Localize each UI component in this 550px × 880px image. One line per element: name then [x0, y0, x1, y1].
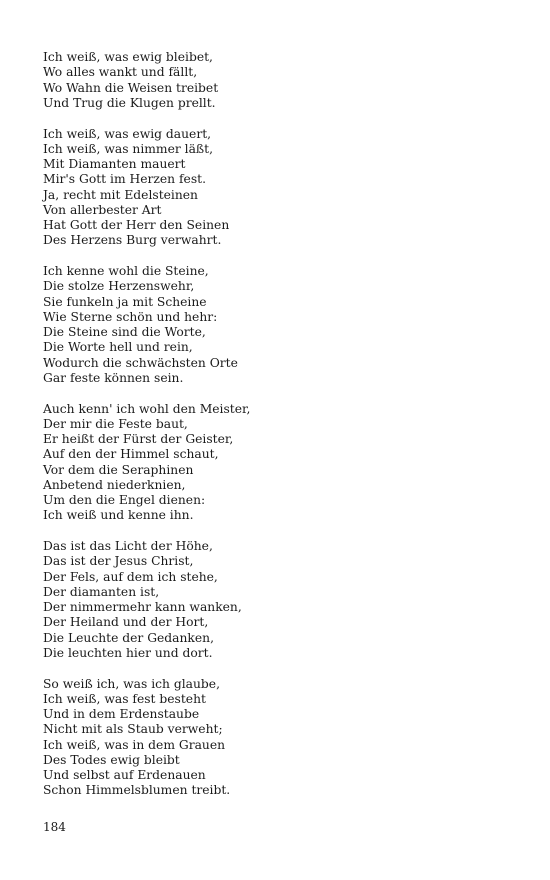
- poem-line: Wo alles wankt und fällt,: [43, 65, 198, 80]
- poem-line: Wo Wahn die Weisen treibet: [43, 80, 219, 95]
- poem-line: Gar feste können sein.: [43, 370, 184, 385]
- poem-line: Das ist das Licht der Höhe,: [43, 539, 213, 553]
- poem-line: Vor dem die Seraphinen: [43, 462, 194, 477]
- poem-line: Ich weiß, was fest besteht: [43, 691, 206, 706]
- poem-line: Ich weiß, was ewig bleibet,: [43, 50, 213, 64]
- poem-line: Er heißt der Fürst der Geister,: [43, 432, 234, 446]
- poem-line: Der mir die Feste baut,: [43, 416, 188, 431]
- poem-line: Mir's Gott im Herzen fest.: [43, 172, 206, 187]
- page-number: 184: [43, 820, 66, 834]
- poem-line: Das ist der Jesus Christ,: [43, 554, 194, 569]
- poem-line: Ich weiß, was in dem Grauen: [43, 737, 226, 752]
- poem-line: Von allerbester Art: [43, 202, 162, 217]
- poem-line: Mit Diamanten mauert: [43, 157, 186, 171]
- poem-line: So weiß ich, was ich glaube,: [43, 676, 220, 691]
- poem-line: Ich kenne wohl die Steine,: [43, 264, 209, 278]
- poem-line: Des Todes ewig bleibt: [43, 752, 180, 767]
- poem-line: Hat Gott der Herr den Seinen: [43, 218, 230, 232]
- poem-line: Sie funkeln ja mit Scheine: [43, 294, 207, 309]
- poem-line: Und Trug die Klugen prellt.: [43, 95, 216, 110]
- poem-line: Die leuchten hier und dort.: [43, 645, 213, 660]
- stanza-6: [43, 677, 523, 799]
- poem-line: Anbetend niederknien,: [43, 477, 186, 492]
- poem-line: Der nimmermehr kann wanken,: [43, 600, 242, 614]
- stanza-3: [43, 264, 523, 386]
- poem-line: Um den die Engel dienen:: [43, 493, 206, 507]
- poem-line: Auf den der Himmel schaut,: [43, 447, 219, 462]
- stanza-2: [43, 127, 523, 249]
- poem-line: Ich weiß, was nimmer läßt,: [43, 141, 213, 156]
- poem-line: Die Steine sind die Worte,: [43, 325, 206, 339]
- poem-line: Der Heiland und der Hort,: [43, 615, 209, 630]
- stanza-1: [43, 50, 523, 111]
- poem-line: Schon Himmelsblumen treibt.: [43, 783, 231, 798]
- poem-line: Des Herzens Burg verwahrt.: [43, 233, 222, 248]
- poem-line: Wodurch die schwächsten Orte: [43, 355, 238, 370]
- poem-line: Der Fels, auf dem ich stehe,: [43, 569, 218, 584]
- poem-line: Wie Sterne schön und hehr:: [43, 309, 218, 324]
- poem-line: Und in dem Erdenstaube: [43, 707, 200, 721]
- poem-line: Ich weiß und kenne ihn.: [43, 508, 194, 523]
- poem-line: Ja, recht mit Edelsteinen: [43, 187, 198, 202]
- poem-line: Und selbst auf Erdenauen: [43, 768, 206, 782]
- poem-line: Ich weiß, was ewig dauert,: [43, 126, 212, 141]
- poem-line: Nicht mit als Staub verweht;: [43, 722, 223, 737]
- poem-line: Die stolze Herzenswehr,: [43, 279, 195, 294]
- poem-line: Auch kenn' ich wohl den Meister,: [43, 401, 251, 416]
- poem-line: Die Worte hell und rein,: [43, 340, 193, 355]
- stanza-4: [43, 402, 523, 524]
- stanza-5: [43, 539, 523, 661]
- poem-line: Der diamanten ist,: [43, 584, 160, 599]
- poem-line: Die Leuchte der Gedanken,: [43, 630, 214, 645]
- poem-body: [43, 50, 523, 814]
